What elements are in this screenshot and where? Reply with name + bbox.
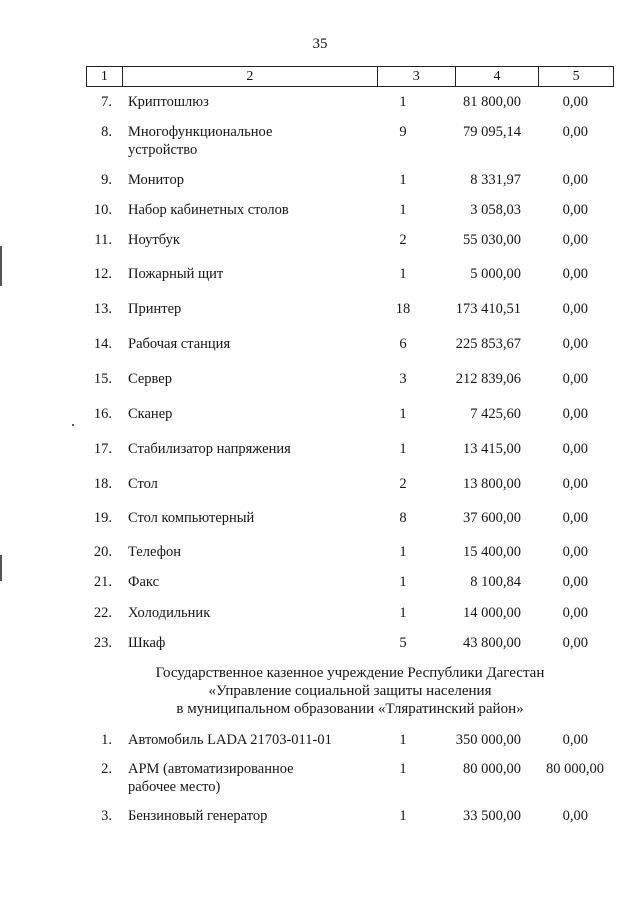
item-name: Многофункциональное устройство — [128, 124, 273, 158]
item-name: Стол компьютерный — [128, 510, 255, 526]
item-residual: 0,00 — [562, 732, 588, 748]
item-name: Рабочая станция — [128, 336, 231, 352]
item-name: Бензиновый генератор — [128, 808, 268, 824]
item-quantity: 18 — [395, 301, 411, 317]
row-number: 15. — [93, 371, 112, 387]
item-quantity: 3 — [399, 371, 407, 387]
item-residual: 0,00 — [562, 635, 588, 651]
item-residual: 0,00 — [562, 605, 588, 621]
item-cost: 13 800,00 — [463, 476, 521, 492]
scan-speck — [72, 424, 74, 426]
item-cost: 7 425,60 — [470, 406, 521, 422]
organization-heading — [0, 664, 640, 718]
item-name: Факс — [128, 574, 160, 590]
scan-edge-mark — [0, 555, 2, 581]
row-number: 10. — [93, 202, 112, 218]
item-quantity: 1 — [399, 605, 407, 621]
item-name: Телефон — [128, 544, 181, 560]
row-number: 17. — [93, 441, 112, 457]
item-cost: 81 800,00 — [463, 94, 521, 110]
row-number: 8. — [101, 124, 112, 140]
header-col-2: 2 — [123, 67, 378, 86]
item-cost: 8 100,84 — [470, 574, 521, 590]
item-cost: 3 058,03 — [470, 202, 521, 218]
row-number: 20. — [93, 544, 112, 560]
item-cost: 350 000,00 — [455, 732, 521, 748]
item-quantity: 1 — [399, 574, 407, 590]
item-quantity: 1 — [399, 266, 407, 282]
item-quantity: 1 — [399, 94, 407, 110]
item-name: Набор кабинетных столов — [128, 202, 289, 218]
item-name: Сервер — [128, 371, 172, 387]
item-residual: 0,00 — [562, 172, 588, 188]
item-cost: 225 853,67 — [455, 336, 521, 352]
item-cost: 13 415,00 — [463, 441, 521, 457]
row-number: 3. — [101, 808, 112, 824]
item-name: АРМ (автоматизированное рабочее место) — [128, 761, 294, 795]
scan-edge-mark — [0, 246, 2, 286]
row-number: 19. — [93, 510, 112, 526]
item-name: Криптошлюз — [128, 94, 209, 110]
item-residual: 0,00 — [562, 371, 588, 387]
item-cost: 8 331,97 — [470, 172, 521, 188]
item-quantity: 2 — [399, 232, 407, 248]
item-residual: 0,00 — [562, 336, 588, 352]
item-residual: 0,00 — [562, 441, 588, 457]
item-residual: 0,00 — [562, 544, 588, 560]
organization-heading-line: «Управление социальной защиты населения — [208, 683, 492, 699]
item-quantity: 1 — [399, 172, 407, 188]
item-quantity: 6 — [399, 336, 407, 352]
item-name: Стабилизатор напряжения — [128, 441, 291, 457]
item-name: Сканер — [128, 406, 173, 422]
item-residual: 0,00 — [562, 574, 588, 590]
header-col-3: 3 — [378, 67, 456, 86]
item-quantity: 1 — [399, 544, 407, 560]
item-quantity: 1 — [399, 441, 407, 457]
item-name: Принтер — [128, 301, 182, 317]
table-header — [86, 66, 614, 87]
item-cost: 14 000,00 — [463, 605, 521, 621]
item-residual: 0,00 — [562, 202, 588, 218]
item-cost: 15 400,00 — [463, 544, 521, 560]
row-number: 22. — [93, 605, 112, 621]
item-cost: 173 410,51 — [455, 301, 521, 317]
item-residual: 0,00 — [562, 232, 588, 248]
organization-heading-line: в муниципальном образовании «Тляратинский район» — [176, 701, 524, 717]
row-number: 16. — [93, 406, 112, 422]
item-quantity: 8 — [399, 510, 407, 526]
item-quantity: 5 — [399, 635, 407, 651]
item-residual: 80 000,00 — [546, 761, 604, 777]
item-name: Монитор — [128, 172, 184, 188]
organization-heading-line: Государственное казенное учреждение Республики Дагестан — [155, 665, 545, 681]
item-cost: 80 000,00 — [463, 761, 521, 777]
item-quantity: 1 — [399, 202, 407, 218]
item-cost: 43 800,00 — [463, 635, 521, 651]
row-number: 1. — [101, 732, 112, 748]
header-col-5: 5 — [572, 69, 580, 84]
header-col-4: 4 — [456, 67, 540, 86]
row-number: 13. — [93, 301, 112, 317]
row-number: 7. — [101, 94, 112, 110]
row-number: 11. — [94, 232, 112, 248]
row-number: 18. — [93, 476, 112, 492]
item-cost: 79 095,14 — [463, 124, 521, 140]
item-residual: 0,00 — [562, 510, 588, 526]
item-quantity: 1 — [399, 808, 407, 824]
item-cost: 55 030,00 — [463, 232, 521, 248]
item-cost: 33 500,00 — [463, 808, 521, 824]
row-number: 12. — [93, 266, 112, 282]
item-residual: 0,00 — [562, 406, 588, 422]
item-residual: 0,00 — [562, 808, 588, 824]
row-number: 14. — [93, 336, 112, 352]
item-quantity: 1 — [399, 761, 407, 777]
item-quantity: 2 — [399, 476, 407, 492]
header-col-1: 1 — [87, 67, 123, 86]
item-cost: 5 000,00 — [470, 266, 521, 282]
item-name: Автомобиль LADA 21703-011-01 — [128, 732, 332, 748]
item-name: Шкаф — [128, 635, 166, 651]
page-number: 35 — [312, 36, 328, 52]
item-name: Холодильник — [128, 605, 211, 621]
item-cost: 212 839,06 — [455, 371, 521, 387]
row-number: 23. — [93, 635, 112, 651]
item-quantity: 9 — [399, 124, 407, 140]
item-name: Ноутбук — [128, 232, 180, 248]
item-residual: 0,00 — [562, 476, 588, 492]
item-residual: 0,00 — [562, 124, 588, 140]
item-cost: 37 600,00 — [463, 510, 521, 526]
item-residual: 0,00 — [562, 301, 588, 317]
item-residual: 0,00 — [562, 94, 588, 110]
item-name: Пожарный щит — [128, 266, 224, 282]
item-residual: 0,00 — [562, 266, 588, 282]
row-number: 9. — [101, 172, 112, 188]
item-quantity: 1 — [399, 406, 407, 422]
row-number: 21. — [93, 574, 112, 590]
row-number: 2. — [101, 761, 112, 777]
item-quantity: 1 — [399, 732, 407, 748]
item-name: Стол — [128, 476, 158, 492]
